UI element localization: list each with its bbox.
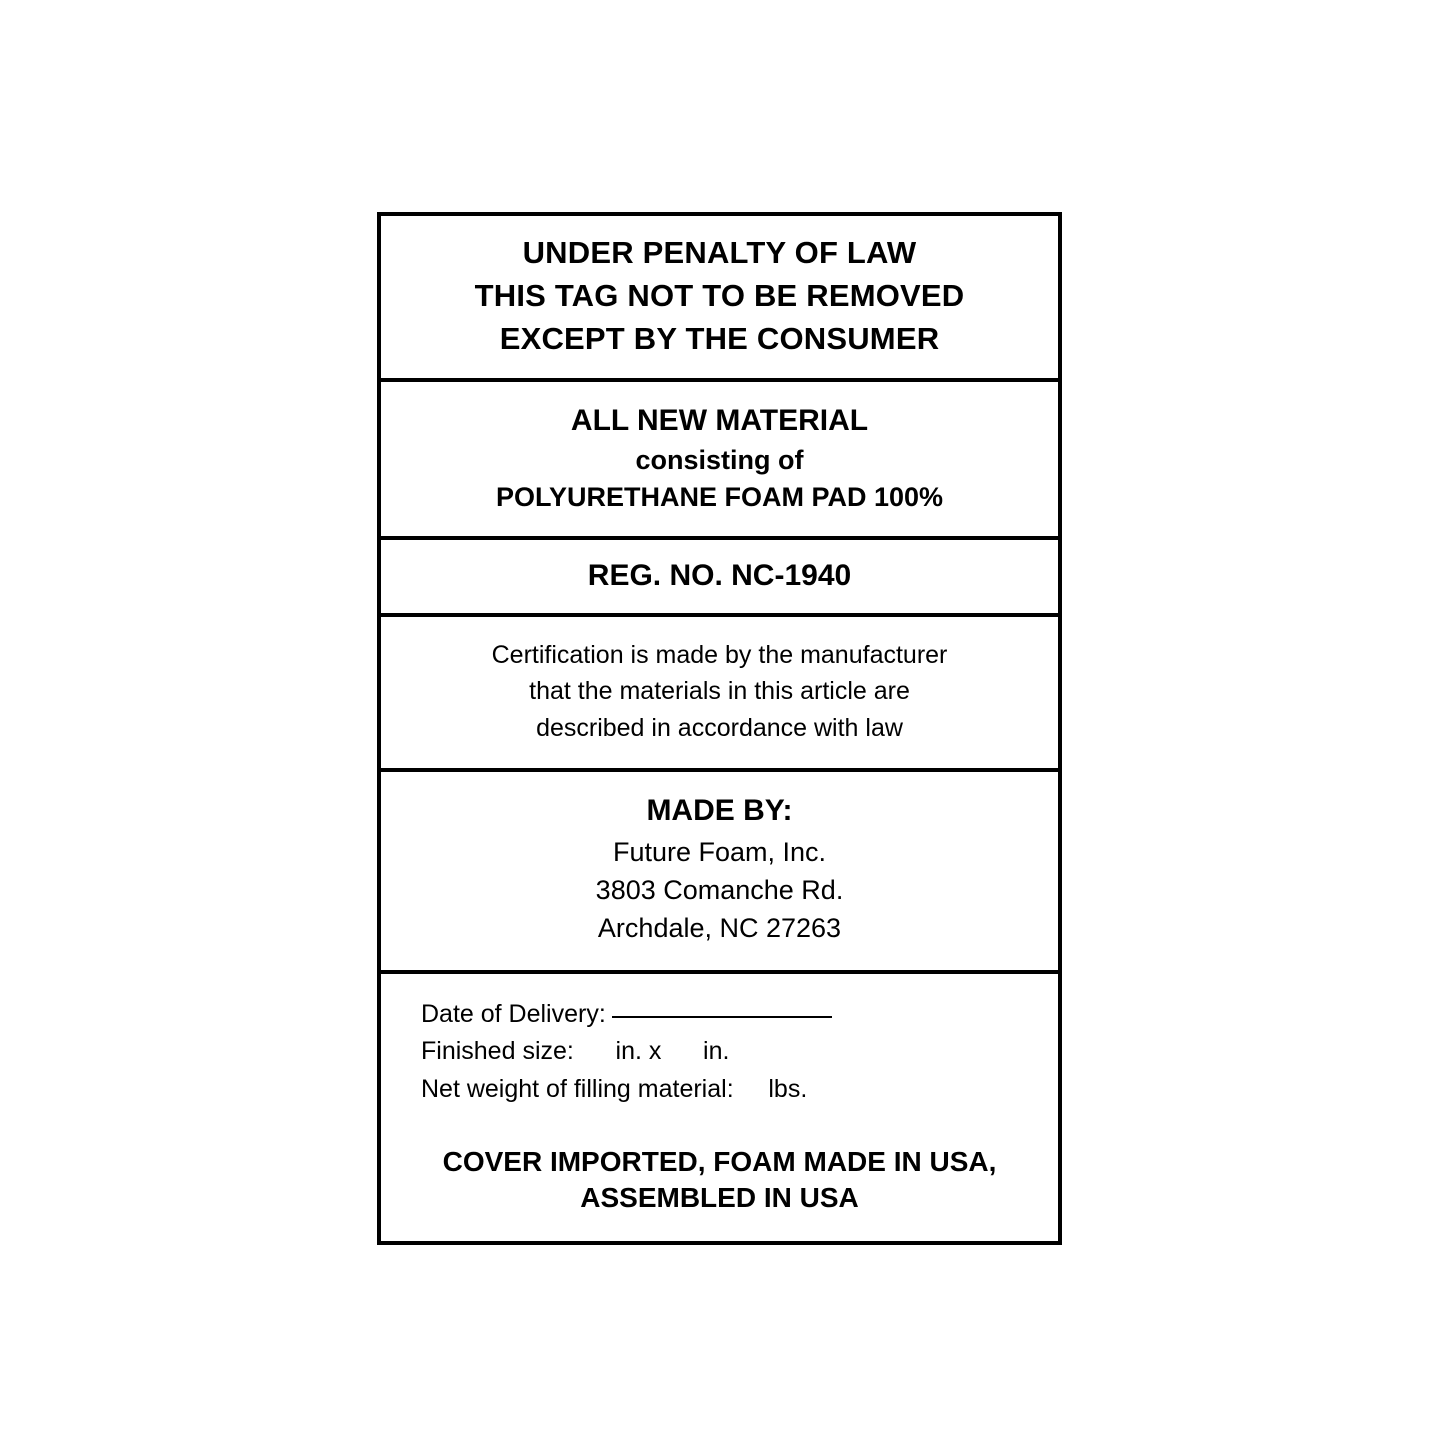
penalty-notice-section bbox=[381, 216, 1058, 382]
penalty-line-1: UNDER PENALTY OF LAW bbox=[522, 235, 917, 270]
material-line-1: ALL NEW MATERIAL bbox=[570, 404, 869, 438]
origin-line-1: COVER IMPORTED, FOAM MADE IN USA, bbox=[442, 1146, 997, 1178]
manufacturer-section bbox=[381, 772, 1058, 974]
manufacturer-city-state-zip: Archdale, NC 27263 bbox=[597, 913, 842, 944]
manufacturer-street: 3803 Comanche Rd. bbox=[595, 874, 844, 905]
certification-line-1: Certification is made by the manufacturer bbox=[491, 641, 948, 670]
law-tag bbox=[377, 212, 1062, 1245]
origin-statement bbox=[399, 1144, 1040, 1221]
certification-line-2: that the materials in this article are bbox=[529, 677, 910, 706]
certification-line-3: described in accordance with law bbox=[536, 713, 903, 742]
date-of-delivery-row bbox=[399, 996, 1040, 1034]
fill-in-fields-section bbox=[381, 974, 1058, 1241]
penalty-line-2: THIS TAG NOT TO BE REMOVED bbox=[474, 277, 965, 313]
finished-size-row: Finished size: in. x in. bbox=[421, 1037, 730, 1066]
date-of-delivery-input[interactable] bbox=[612, 1016, 832, 1018]
material-line-3: POLYURETHANE FOAM PAD 100% bbox=[495, 481, 944, 512]
material-content-section bbox=[381, 382, 1058, 540]
certification-section bbox=[381, 617, 1058, 772]
manufacturer-name: Future Foam, Inc. bbox=[612, 836, 827, 867]
penalty-line-3: EXCEPT BY THE CONSUMER bbox=[499, 320, 940, 356]
registration-number-section bbox=[381, 540, 1058, 617]
registration-number: REG. NO. NC-1940 bbox=[587, 559, 852, 593]
manufacturer-heading: MADE BY: bbox=[646, 793, 793, 827]
material-line-2: consisting of bbox=[635, 444, 804, 475]
net-weight-row: Net weight of filling material: lbs. bbox=[421, 1074, 808, 1103]
date-of-delivery-label: Date of Delivery: bbox=[421, 999, 606, 1028]
origin-line-2: ASSEMBLED IN USA bbox=[580, 1182, 859, 1214]
